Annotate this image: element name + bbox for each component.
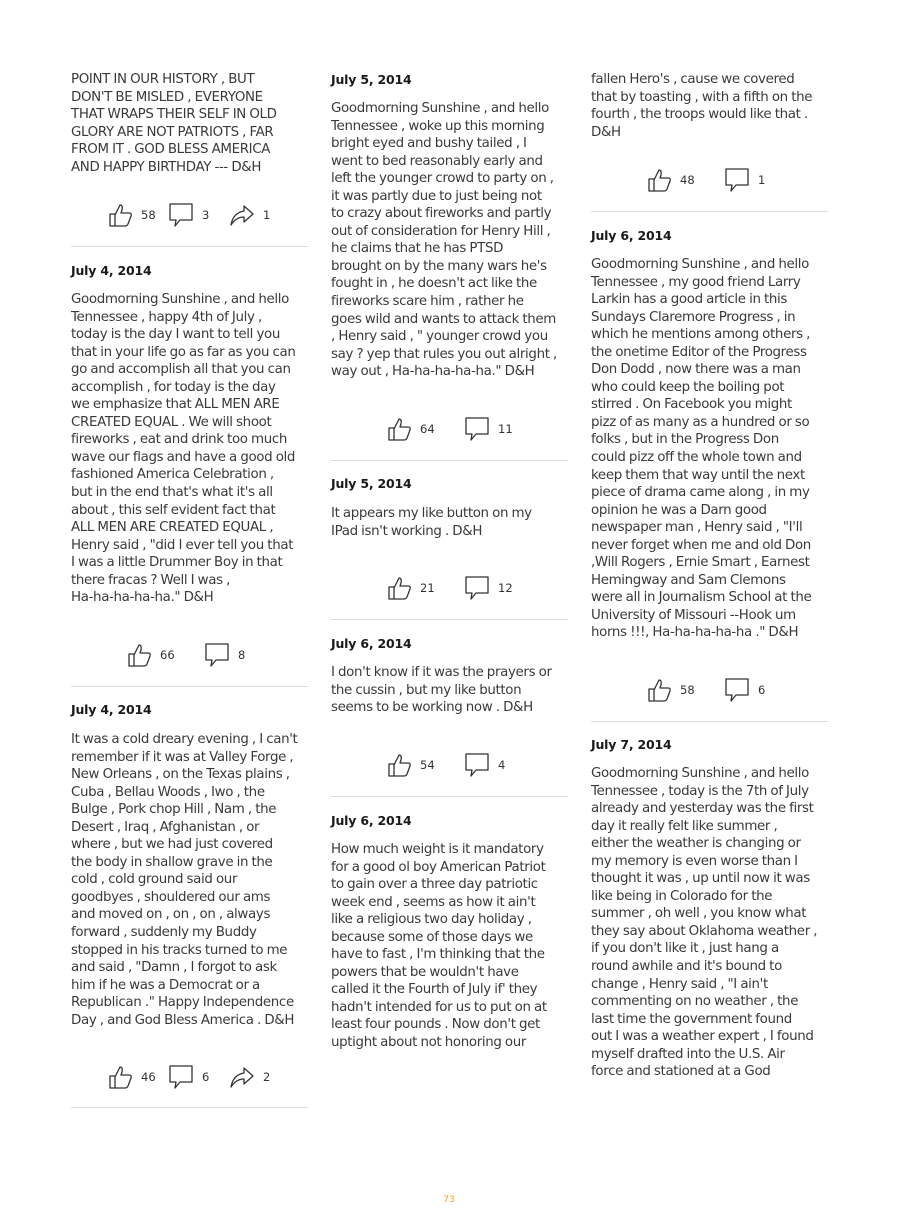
like-button[interactable] [386,750,435,780]
like-button[interactable] [107,200,156,230]
thumbs-up-icon [386,752,412,778]
thumbs-up-icon [107,1064,133,1090]
comment-bubble-icon [168,1064,194,1090]
post-divider [591,211,828,212]
post-date: July 6, 2014 [331,636,412,651]
post-body: fallen Hero's , cause we covered that by toasting , with a fifth on the fourth , the troops would like that . D&H [591,72,813,140]
comment-button[interactable] [204,640,245,670]
like-count: 48 [680,173,695,187]
comment-count: 3 [202,208,210,222]
post-stats [591,675,828,705]
like-button[interactable] [107,1062,156,1092]
post-body: I don't know if it was the prayers or the cussin , but my like button seems to be working now . D&H [331,665,552,716]
comment-button[interactable] [724,675,765,705]
post-divider [71,246,308,247]
share-arrow-icon [229,202,255,228]
post-stats [71,640,308,670]
comment-bubble-icon [464,416,490,442]
comment-count: 12 [498,581,513,595]
share-button[interactable] [229,200,270,230]
comment-bubble-icon [168,202,194,228]
like-button[interactable] [646,675,695,705]
like-count: 64 [420,422,435,436]
share-count: 2 [263,1070,271,1084]
post-stats [71,1062,308,1092]
post-date: July 7, 2014 [591,737,672,752]
post-date: July 5, 2014 [331,72,412,87]
like-button[interactable] [386,414,435,444]
post-divider [331,619,568,620]
comment-bubble-icon [464,752,490,778]
post-body: Goodmorning Sunshine , and hello Tennessee , my good friend Larry Larkin has a good article in this Sundays Claremore Progress , in which he mentions among others , the onetime Editor of the Progress Don Dodd , now there was a man who could keep the boiling pot stirred . On Facebook you might pizz of as many as a hundred or so folks , but in the Progress Don could pizz off the whole town and keep them that way until the next piece of drama came along , in my opinion he was a Darn good newspaper man , Henry said , "I'll never forget when me and old Don ,Will Rogers , Ernie Smart , Earnest Hemingway and Sam Clemons were all in Journalism School at the University of Missouri --Hook um horns !!!, Ha-ha-ha-ha-ha ." D&H [591,257,812,641]
thumbs-up-icon [646,677,672,703]
comment-count: 11 [498,422,513,436]
comment-count: 4 [498,758,506,772]
like-button[interactable] [126,640,175,670]
like-count: 66 [160,648,175,662]
comment-bubble-icon [464,575,490,601]
comment-bubble-icon [724,677,750,703]
post-body: Goodmorning Sunshine , and hello Tennessee , today is the 7th of July already and yesterday was the first day it really felt like summer , either the weather is changing or my memory is even worse than I thought it was , up until now it was like being in Colorado for the summer , oh well , you know what they say about Oklahoma weather , if you don't like it , just hang a round awhile and it's bound to change , Henry said , "I ain't commenting on no weather , the last time the government found out I was a weather expert , I found myself drafted into the U.S. Air force and stationed at a God [591,766,818,1080]
thumbs-up-icon [386,416,412,442]
comment-count: 1 [758,173,766,187]
page-number: 73 [443,1195,455,1205]
comment-button[interactable] [168,200,209,230]
like-count: 46 [141,1070,156,1084]
thumbs-up-icon [107,202,133,228]
post-body: How much weight is it mandatory for a good ol boy American Patriot to gain over a three day patriotic week end , seems as how it ain't like a religious two day holiday , because some of those days we have to fast , I'm thinking that the powers that be wouldn't have called it the Fourth of July if' they hadn't intended for us to put on at least four pounds . Now don't get uptight about not honoring our [331,842,547,1051]
post-date: July 4, 2014 [71,263,152,278]
like-count: 54 [420,758,435,772]
post-body: It appears my like button on my IPad isn't working . D&H [331,506,532,539]
share-count: 1 [263,208,271,222]
thumbs-up-icon [386,575,412,601]
comment-button[interactable] [464,573,513,603]
share-button[interactable] [229,1062,270,1092]
post-divider [331,796,568,797]
post-date: July 5, 2014 [331,476,412,491]
comment-button[interactable] [724,165,765,195]
post-stats [331,414,568,444]
like-count: 21 [420,581,435,595]
post-body: Goodmorning Sunshine , and hello Tennessee , happy 4th of July , today is the day I want to tell you that in your life go as far as you can go and accomplish all that you can accomplish , for today is the day we emphasize that ALL MEN ARE CREATED EQUAL . We will shoot fireworks , eat and drink too much wave our flags and have a good old fashioned America Celebration , but in the end that's what it's all about , this self evident fact that ALL MEN ARE CREATED EQUAL , Henry said , "did I ever tell you that I was a little Drummer Boy in that there fracas ? Well I was , Ha-ha-ha-ha-ha." D&H [71,292,296,606]
post-body: Goodmorning Sunshine , and hello Tennessee , woke up this morning bright eyed and bushy tailed , I went to bed reasonably early and left the younger crowd to party on , it was partly due to just being not to crazy about fireworks and partly out of consideration for Henry Hill , he claims that he has PTSD brought on by the many wars he's fought in , he doesn't act like the fireworks scare him , rather he goes wild and wants to attack them , Henry said , " younger crowd you say ? yep that rules you out alright , way out , Ha-ha-ha-ha-ha." D&H [331,101,557,380]
comment-button[interactable] [464,750,505,780]
thumbs-up-icon [646,167,672,193]
post-stats [71,200,308,230]
like-count: 58 [680,683,695,697]
like-button[interactable] [386,573,435,603]
post-date: July 4, 2014 [71,702,152,717]
post-date: July 6, 2014 [591,228,672,243]
post-divider [331,460,568,461]
comment-button[interactable] [464,414,513,444]
post-divider [71,1107,308,1108]
comment-count: 8 [238,648,246,662]
thumbs-up-icon [126,642,152,668]
post-divider [591,721,828,722]
post-divider [71,686,308,687]
comment-button[interactable] [168,1062,209,1092]
post-body: POINT IN OUR HISTORY , BUT DON'T BE MISLED , EVERYONE THAT WRAPS THEIR SELF IN OLD GLORY ARE NOT PATRIOTS , FAR FROM IT . GOD BLESS AMERICA AND HAPPY BIRTHDAY --- D&H [71,72,277,175]
comment-bubble-icon [724,167,750,193]
like-count: 58 [141,208,156,222]
post-stats [591,165,828,195]
post-body: It was a cold dreary evening , I can't remember if it was at Valley Forge , New Orleans , on the Texas plains , Cuba , Bellau Woods , Iwo , the Bulge , Pork chop Hill , Nam , the Desert , Iraq , Afghanistan , or where , but we had just covered the body in shallow grave in the cold , cold ground said our goodbyes , shouldered our ams and moved on , on , on , always forward , suddenly my Buddy stopped in his tracks turned to me and said , "Damn , I forgot to ask him if he was a Democrat or a Republican ." Happy Independence Day , and God Bless America . D&H [71,732,298,1028]
comment-count: 6 [758,683,766,697]
comment-bubble-icon [204,642,230,668]
comment-count: 6 [202,1070,210,1084]
post-stats [331,750,568,780]
share-arrow-icon [229,1064,255,1090]
like-button[interactable] [646,165,695,195]
post-stats [331,573,568,603]
post-date: July 6, 2014 [331,813,412,828]
